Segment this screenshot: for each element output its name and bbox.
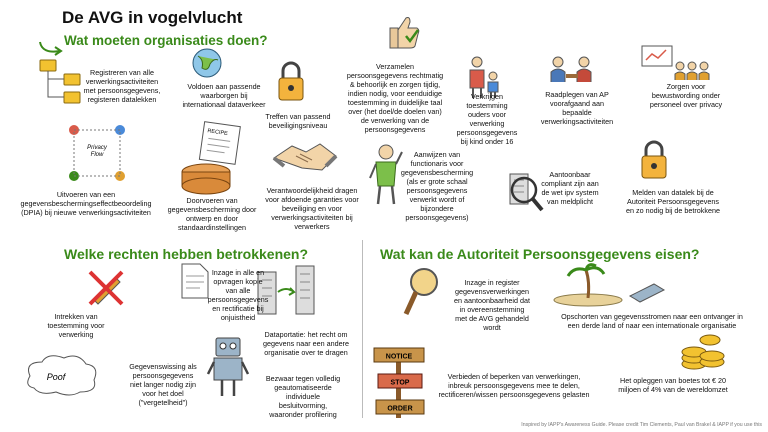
rights-item-intrekken: Intrekken van toestemming voor verwerking <box>47 312 105 339</box>
coins-icon <box>680 332 726 372</box>
org-item-verantwoordelijk: Verantwoordelijkheid dragen voor afdoende garanties voor beveiliging en voor verwerkingsactiviteiten bij verwerkers <box>265 186 359 231</box>
presentation-icon <box>640 44 714 82</box>
poof-text: Poof <box>46 372 66 382</box>
magnifier-icon <box>404 266 442 318</box>
crossed-pen-icon <box>86 268 126 308</box>
island-icon <box>548 262 668 308</box>
org-item-ontwerp: Doorvoeren van gegevensbescherming door ontwerp en door standaardinstellingen <box>167 196 257 232</box>
org-item-register: Registreren van alle verwerkingsactiviteiten met persoonsgegevens, registeren datalekken <box>83 68 161 104</box>
org-item-waarborgen: Voldoen aan passende waarborgen bij internationaal dataverkeer <box>182 82 266 109</box>
org-item-fg: Aanwijzen van functionaris voor gegevensbescherming (als er grote schaal persoonsgegevens verwerkt wordt of bijzondere persoonsgegevens) <box>400 150 474 222</box>
page-title: De AVG in vogelvlucht <box>62 8 243 27</box>
sign-order: ORDER <box>387 405 413 413</box>
privacy-flow-line: Privacy <box>87 145 107 151</box>
rights-item-inzage: Inzage in alle en opvragen kopie van alle persoonsgegevens en rectificatie bij onjuistheid <box>207 268 269 322</box>
handshake-icon <box>272 136 338 176</box>
ap-item-boetes: Het opleggen van boetes tot € 20 miljoen of 4% van de wereldomzet <box>618 376 728 394</box>
recipe-cake-icon <box>180 122 240 196</box>
section-title-rechten: Welke rechten hebben betrokkenen? <box>64 246 309 262</box>
org-item-compliant: Aantoonbaar compliant zijn aan de wet ipv system van meldplicht <box>541 170 599 206</box>
org-item-bewustwording: Zorgen voor bewustwording onder personeel over privacy <box>649 82 723 109</box>
signpost-icon <box>372 344 428 420</box>
rights-item-profilering: Bezwaar tegen volledig geautomatiseerde individuele besluitvorming, waaronder profilering <box>265 374 341 419</box>
rights-item-portabiliteit: Dataportatie: het recht om gegevens naar een andere organisatie over te dragen <box>263 330 349 357</box>
org-item-datalek: Melden van datalek bij de Autoriteit Persoonsgegevens en zo nodig bij de betrokkene <box>626 188 720 215</box>
org-item-beveiliging: Treffen van passend beveiligingsniveau <box>265 112 331 130</box>
sign-notice: NOTICE <box>385 353 413 361</box>
padlock-datalek-icon <box>640 140 668 182</box>
org-item-raadplegen: Raadplegen van AP voorafgaand aan bepaalde verwerkingsactiviteiten <box>540 90 614 126</box>
sign-stop: STOP <box>390 379 410 387</box>
org-item-dpia: Uitvoeren van een gegevensbeschermingseffectbeoordeling (DPIA) bij nieuwe verwerkingsactiviteiten <box>20 190 152 217</box>
ap-item-stromen: Opschorten van gegevensstromen naar een ontvanger in een derde land of naar een internationale organisatie <box>561 312 743 330</box>
footer-credit: Inspired by IAPP's Awareness Guide. Please credit Tim Clements, Paul van Brakel & IAPP if you use this <box>521 422 762 428</box>
org-item-ouders: Verkrijgen toestemming ouders voor verwerking persoonsgegevens bij kind onder 16 <box>456 92 518 146</box>
section-title-organisaties: Wat moeten organisaties doen? <box>64 33 268 48</box>
thought-cloud-icon <box>20 352 102 398</box>
privacy-flow-line: Flow <box>90 152 104 158</box>
rights-item-vergeten: Gegevenswissing als persoonsgegevens niet langer nodig zijn voor het doel ("vergetelheid") <box>129 362 197 407</box>
section-divider <box>362 240 363 418</box>
org-item-verzamelen: Verzamelen persoonsgegevens rechtmatig & behoorlijk en zorgen tijdig, indien nodig, voor eenduidige toestemming in duidelijke taal over (het doel/de doelen van) de verwerking van de persoonsgegevens <box>346 62 444 134</box>
people-meeting-icon <box>548 52 596 86</box>
privacy-flow-icon <box>64 120 130 186</box>
padlock-icon <box>276 60 306 104</box>
ap-item-register: Inzage in register gegevensverwerkingen en aantoonbaarheid dat in overeenstemming met de AVG gehandeld wordt <box>454 278 530 332</box>
robot-icon <box>208 336 248 398</box>
thumbs-up-icon <box>386 12 422 52</box>
title-arrow-icon <box>38 40 64 56</box>
section-title-ap: Wat kan de Autoriteit Persoonsgegevens eisen? <box>380 246 700 262</box>
globe-icon <box>190 46 224 80</box>
privacy-flow-text <box>87 145 108 158</box>
recipe-text: RECIPE <box>206 128 229 137</box>
ap-item-verbieden: Verbieden of beperken van verwerkingen, inbreuk persoonsgegevens mee te delen, rectificeren/wissen persoonsgegevens gelasten <box>438 372 590 399</box>
